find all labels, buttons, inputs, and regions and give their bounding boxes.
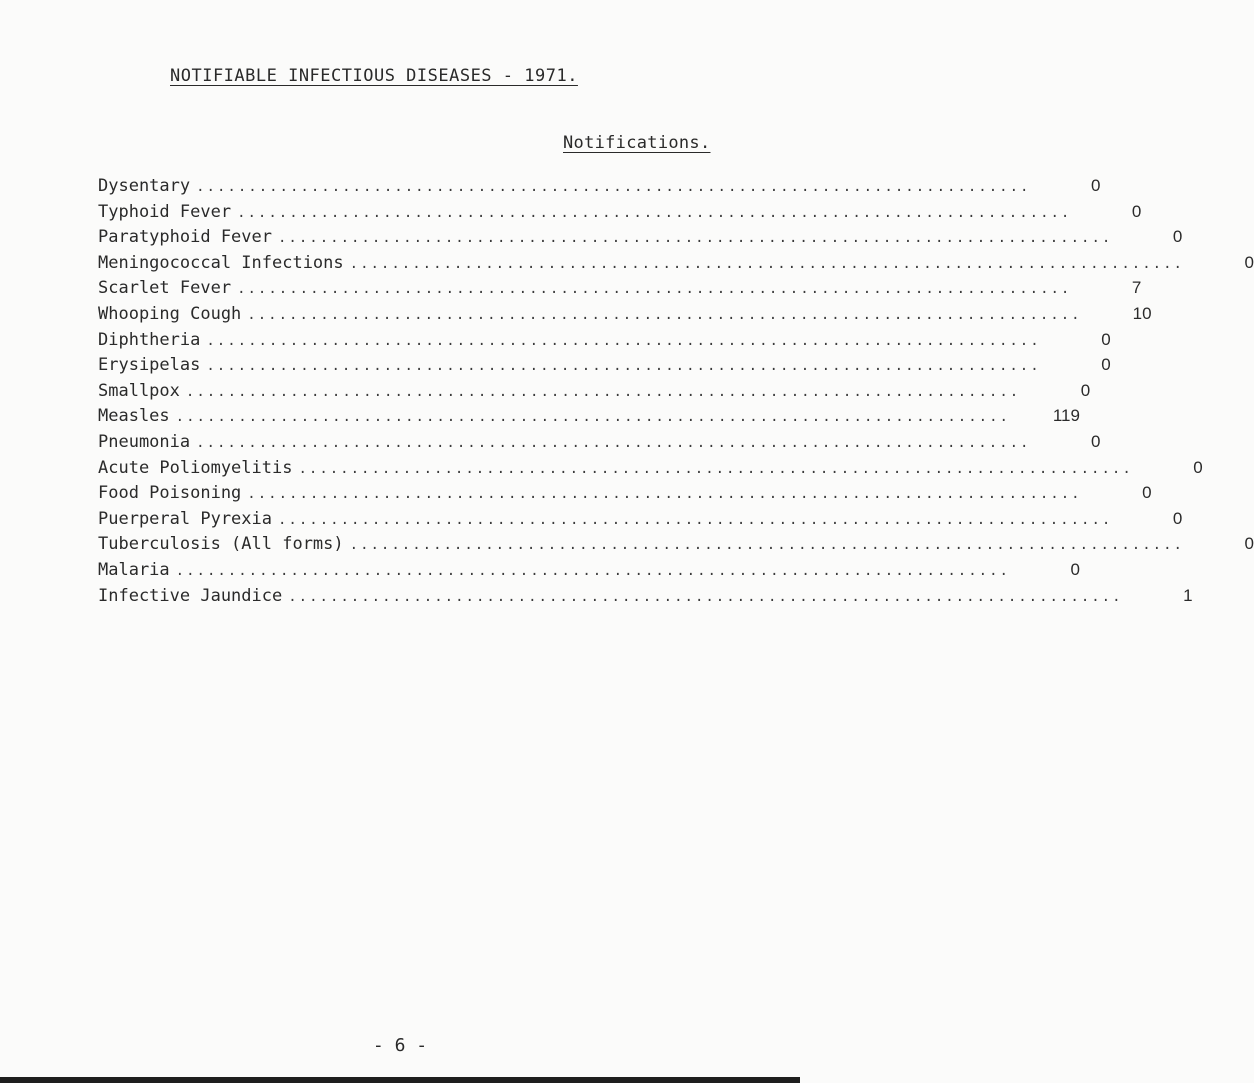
dot-leader: ................................................................................ <box>349 255 1184 272</box>
bottom-edge-rule <box>0 1077 800 1083</box>
dot-leader: ................................................................................ <box>247 486 1082 503</box>
dot-leader: ................................................................................ <box>196 179 1031 195</box>
disease-name: Whooping Cough <box>98 303 242 324</box>
page-title: NOTIFIABLE INFECTIOUS DISEASES - 1971. <box>170 66 578 86</box>
table-row <box>98 227 1183 253</box>
disease-name: Paratyphoid Fever <box>98 227 272 248</box>
notification-count: 0 <box>1101 355 1111 375</box>
dot-leader: ................................................................................ <box>349 537 1184 554</box>
page-number: - 6 - <box>372 1035 428 1056</box>
dot-leader: ................................................................................ <box>298 460 1133 477</box>
table-row <box>98 303 1152 330</box>
notification-count: 1 <box>1183 585 1193 605</box>
notification-count: 0 <box>1172 508 1183 528</box>
table-row <box>98 355 1111 381</box>
disease-name: Dysentary <box>98 176 191 196</box>
dot-leader: ................................................................................ <box>206 358 1041 375</box>
disease-name: Erysipelas <box>98 355 201 376</box>
table-row <box>98 559 1080 586</box>
table-row <box>98 380 1091 407</box>
disease-name: Typhoid Fever <box>98 201 232 222</box>
dot-leader: ................................................................................ <box>288 588 1123 605</box>
notification-count: 0 <box>1142 483 1152 503</box>
notification-count: 10 <box>1132 303 1152 323</box>
table-row <box>98 508 1183 535</box>
table-row <box>98 278 1142 304</box>
table-row <box>98 176 1101 202</box>
disease-name: Malaria <box>98 559 170 580</box>
notifications-column-header: Notifications. <box>563 133 711 153</box>
dot-leader: ................................................................................ <box>237 281 1072 298</box>
disease-table <box>98 176 1254 611</box>
notification-count: 0 <box>1101 329 1111 349</box>
notification-count: 7 <box>1131 278 1142 298</box>
table-row <box>98 329 1111 356</box>
disease-name: Measles <box>98 406 170 427</box>
dot-leader: ................................................................................ <box>196 434 1031 451</box>
disease-name: Meningococcal Infections <box>98 252 344 273</box>
table-row <box>98 201 1142 228</box>
disease-name: Smallpox <box>98 380 180 401</box>
dot-leader: ................................................................................ <box>278 230 1113 247</box>
disease-name: Tuberculosis (All forms) <box>98 534 344 555</box>
notification-count: 0 <box>1080 380 1091 400</box>
disease-name: Pneumonia <box>98 431 191 452</box>
notification-count: 0 <box>1131 201 1142 221</box>
notification-count: 0 <box>1193 457 1203 477</box>
dot-leader: ................................................................................ <box>175 562 1010 579</box>
notification-count: 119 <box>1052 406 1080 426</box>
dot-leader: ................................................................................ <box>175 409 1010 426</box>
table-row <box>98 585 1193 612</box>
dot-leader: ................................................................................ <box>237 204 1072 221</box>
disease-name: Food Poisoning <box>98 483 242 504</box>
dot-leader: ................................................................................ <box>185 383 1021 400</box>
disease-name: Infective Jaundice <box>98 585 283 606</box>
table-row <box>98 431 1101 458</box>
disease-name: Diphtheria <box>98 329 201 350</box>
notification-count: 0 <box>1090 431 1101 451</box>
notification-count: 0 <box>1244 534 1254 554</box>
disease-name: Scarlet Fever <box>98 278 232 299</box>
table-row <box>98 534 1254 560</box>
notification-count: 0 <box>1172 227 1183 247</box>
notification-count: 0 <box>1070 559 1080 579</box>
dot-leader: ................................................................................ <box>247 306 1082 323</box>
dot-leader: ................................................................................ <box>278 511 1113 528</box>
table-row <box>98 252 1254 279</box>
table-row <box>98 457 1203 484</box>
disease-name: Puerperal Pyrexia <box>98 508 272 529</box>
notification-count: 0 <box>1244 252 1254 272</box>
table-row <box>98 406 1080 432</box>
dot-leader: ................................................................................ <box>206 332 1041 349</box>
table-row <box>98 483 1152 509</box>
disease-name: Acute Poliomyelitis <box>98 457 293 478</box>
notification-count: 0 <box>1090 176 1101 195</box>
